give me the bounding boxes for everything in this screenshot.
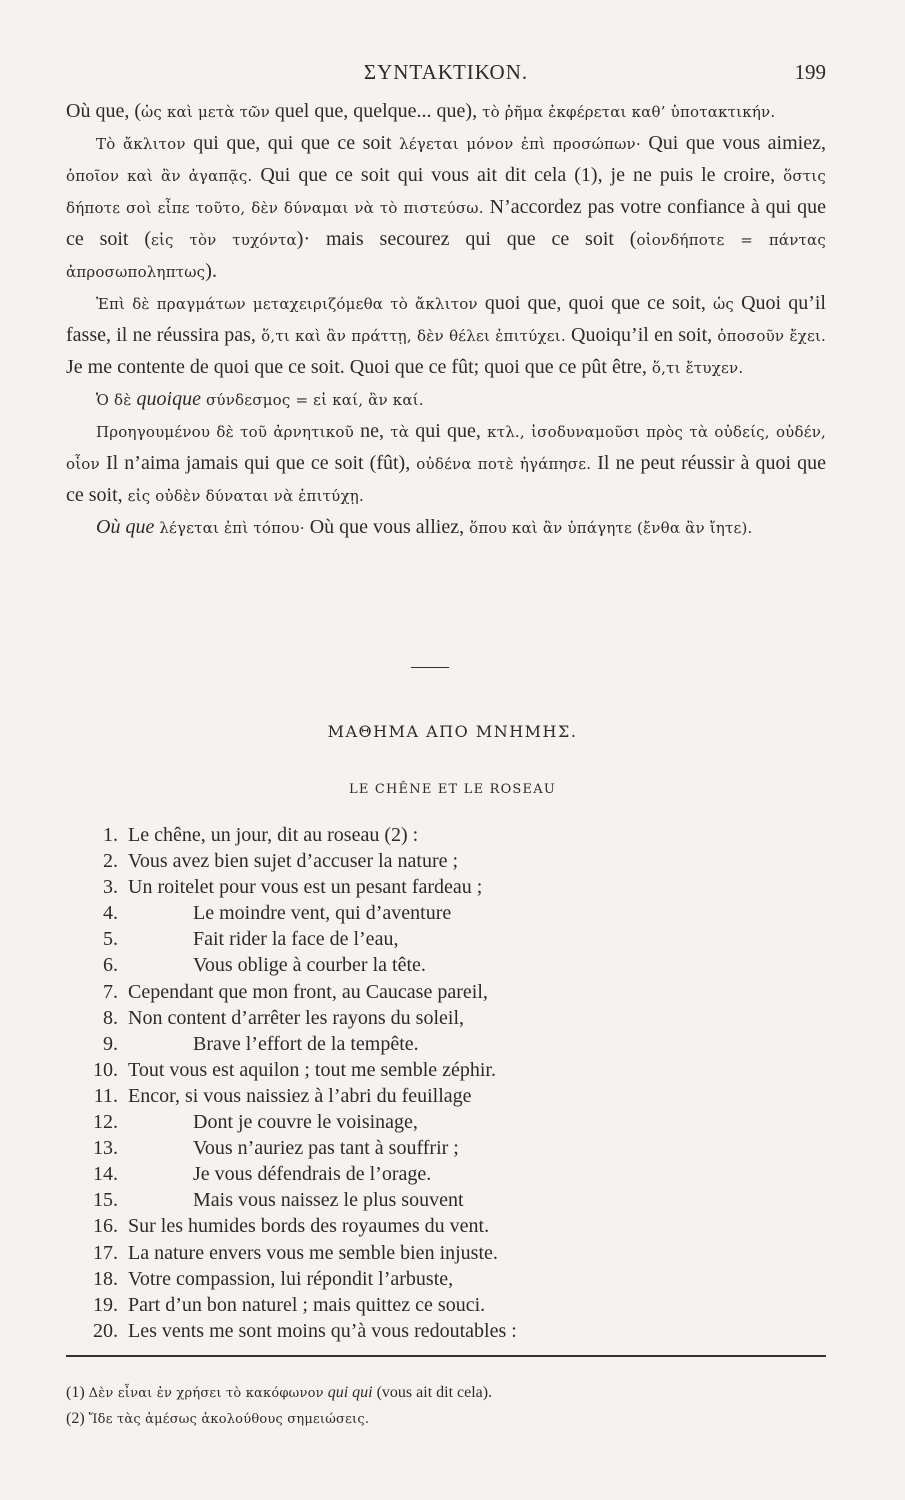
greek-text: οὐδένα ποτὲ ἠγάπησε. — [416, 455, 592, 473]
paragraph — [66, 128, 826, 288]
verse-text: Votre compassion, lui répondit l’arbuste, — [128, 1267, 454, 1290]
footnotes — [66, 1380, 826, 1432]
poem-line — [70, 1005, 830, 1031]
verse-text: Vous avez bien sujet d’accuser la nature ; — [128, 850, 459, 873]
line-number: 4. — [103, 902, 118, 925]
line-number: 5. — [103, 928, 118, 951]
line-number: 20. — [93, 1319, 118, 1342]
verse-text: Vous oblige à courber la tête. — [193, 954, 426, 977]
paragraph — [66, 416, 826, 512]
greek-text: ὡς — [712, 295, 735, 313]
poem-line — [70, 848, 830, 874]
poem-line — [70, 1161, 830, 1187]
french-text: quoique — [131, 388, 206, 410]
line-number: 2. — [103, 850, 118, 873]
poem — [70, 822, 830, 1344]
greek-text: λέγεται ἐπὶ τόπου· — [159, 519, 305, 537]
greek-text: σύνδεσμος = εἰ καί, ἂν καί. — [205, 391, 424, 409]
greek-text: οἱονδήποτε = πάντας ἀπροσωποληπτως — [66, 231, 826, 281]
verse-text: Part d’un bon naturel ; mais quittez ce souci. — [128, 1293, 486, 1316]
poem-title: LE CHÊNE ET LE ROSEAU — [349, 782, 556, 797]
greek-text: ὁποσοῦν ἔχει. — [717, 327, 827, 345]
greek-text: τὸ ῥῆμα ἐκφέρεται καθ’ ὑποτακτικήν. — [482, 103, 776, 121]
line-number: 12. — [93, 1111, 118, 1134]
running-title: ΣΥΝΤΑΚΤΙΚΟΝ. — [363, 60, 529, 84]
french-text: ne, — [353, 420, 391, 442]
grammar-text — [66, 96, 826, 544]
line-number: 1. — [103, 824, 118, 846]
poem-line — [70, 1057, 830, 1083]
french-text: )· mais secourez qui que ce soit ( — [296, 228, 637, 250]
french-text: Où que vous alliez, — [304, 516, 470, 538]
poem-line — [70, 874, 830, 900]
footnote — [66, 1380, 826, 1406]
french-text: Je me contente de quoi que ce soit. Quoi que ce fût; quoi que ce pût être, — [66, 356, 652, 378]
footnote-g: Ἴδε τὰς ἀμέσως ἀκολούθους σημειώσεις. — [88, 1412, 370, 1427]
poem-line — [70, 1109, 830, 1135]
greek-text: Ἐπὶ δὲ πραγμάτων μεταχειριζόμεθα τὸ ἄκλιτον — [96, 295, 478, 313]
footnote-rule — [66, 1355, 826, 1357]
section-divider — [411, 667, 449, 668]
poem-line — [70, 979, 830, 1005]
poem-line — [70, 1213, 830, 1239]
verse-text: Brave l’effort de la tempête. — [193, 1032, 419, 1055]
verse-text: Cependant que mon front, au Caucase pareil, — [128, 980, 488, 1003]
french-text: ). — [205, 260, 217, 282]
line-number: 18. — [93, 1267, 118, 1290]
verse-text: Sur les humides bords des royaumes du vent. — [128, 1215, 490, 1238]
poem-line — [70, 1266, 830, 1292]
poem-line — [70, 1240, 830, 1266]
footnote-i: qui qui — [323, 1384, 373, 1401]
poem-line — [70, 822, 830, 848]
french-text: Où que, ( — [66, 100, 141, 122]
french-text: Quoiqu’il en soit, — [565, 324, 718, 346]
verse-text: La nature envers vous me semble bien injuste. — [128, 1241, 498, 1264]
greek-text: Ὁ δὲ — [96, 391, 132, 409]
verse-text: Les vents me sont moins qu’à vous redoutables : — [128, 1319, 517, 1342]
line-number: 19. — [93, 1293, 118, 1316]
poem-line — [70, 1292, 830, 1318]
greek-text: Προηγουμένου δὲ τοῦ ἀρνητικοῦ — [96, 423, 354, 441]
paragraph — [66, 384, 826, 416]
line-number: 6. — [103, 954, 118, 977]
verse-text: Encor, si vous naissiez à l’abri du feuillage — [128, 1084, 472, 1107]
french-text: Qui que vous aimiez, — [640, 132, 826, 154]
greek-text: ὅ,τι ἔτυχεν. — [651, 359, 744, 377]
verse-text: Je vous défendrais de l’orage. — [193, 1163, 432, 1186]
french-text: Qui que ce soit qui vous ait dit cela (1), je ne puis le croire, — [252, 164, 784, 186]
poem-line — [70, 926, 830, 952]
french-text: qui que, qui que ce soit — [185, 132, 400, 154]
french-text: Il n’aima jamais qui que ce soit (fût), — [99, 452, 417, 474]
line-number: 11. — [93, 1084, 118, 1107]
french-text: N’accordez pas votre confiance à qui que ce soit ( — [66, 196, 827, 250]
line-number: 16. — [93, 1215, 118, 1238]
line-number: 15. — [93, 1189, 118, 1212]
greek-text: λέγεται μόνον ἐπὶ προσώπων· — [399, 135, 641, 153]
french-text: quel que, quelque... que), — [269, 100, 483, 122]
page-number: 199 — [794, 60, 826, 84]
greek-text: ὅπου καὶ ἂν ὑπάγητε (ἔνθα ἂν ἴητε). — [469, 519, 753, 537]
poem-line — [70, 1318, 830, 1344]
line-number: 8. — [103, 1006, 118, 1029]
verse-text: Tout vous est aquilon ; tout me semble zéphir. — [128, 1058, 496, 1081]
verse-text: Non content d’arrêter les rayons du soleil, — [128, 1006, 465, 1029]
line-number: 17. — [93, 1241, 118, 1264]
paragraph — [66, 288, 826, 384]
greek-text: ὡς καὶ μετὰ τῶν — [140, 103, 270, 121]
greek-text: ὁποῖον καὶ ἂν ἀγαπᾷς. — [66, 167, 253, 185]
verse-text: Le moindre vent, qui d’aventure — [193, 902, 452, 925]
footnote-n: (1) — [66, 1384, 89, 1401]
footnote-n: (2) — [66, 1410, 89, 1427]
greek-text: εἰς τὸν τυχόντα — [150, 231, 297, 249]
greek-text: Τὸ ἄκλιτον — [96, 135, 186, 153]
lesson-title: ΜΑΘΗΜΑ ΑΠΟ ΜΝΗΜΗΣ. — [327, 722, 578, 741]
verse-text: Un roitelet pour vous est un pesant fardeau ; — [128, 876, 483, 899]
french-text: qui que, — [409, 420, 488, 442]
greek-text: τὰ — [390, 423, 410, 441]
line-number: 9. — [103, 1032, 118, 1055]
verse-text: Dont je couvre le voisinage, — [193, 1111, 418, 1134]
greek-text: ὅ,τι καὶ ἂν πράττῃ, δὲν θέλει ἐπιτύχει. — [261, 327, 566, 345]
paragraph — [66, 512, 826, 544]
line-number: 13. — [93, 1137, 118, 1160]
french-text: quoi que, quoi que ce soit, — [477, 292, 713, 314]
footnote-g: Δὲν εἶναι ἐν χρήσει τὸ κακόφωνον — [88, 1386, 324, 1401]
poem-line — [70, 1187, 830, 1213]
verse-text: Fait rider la face de l’eau, — [193, 928, 399, 951]
greek-text: ὅστις δήποτε σοὶ εἶπε τοῦτο, δὲν δύναμαι νὰ τὸ πιστεύσω. — [66, 167, 826, 217]
greek-text: κτλ., ἰσοδυναμοῦσι πρὸς τὰ οὐδείς, οὐδέν, οἷον — [66, 423, 826, 473]
poem-line — [70, 1031, 830, 1057]
footnote-rest: (vous ait dit cela). — [372, 1384, 493, 1401]
verse-text: Vous n’auriez pas tant à souffrir ; — [193, 1137, 459, 1160]
poem-line — [70, 1083, 830, 1109]
page-header — [66, 60, 826, 90]
footnote — [66, 1406, 826, 1432]
greek-text: εἰς οὐδὲν δύναται νὰ ἐπιτύχῃ. — [127, 487, 364, 505]
verse-text: Le chêne, un jour, dit au roseau (2) : — [128, 824, 419, 846]
poem-line — [70, 1135, 830, 1161]
line-number: 7. — [103, 980, 118, 1003]
french-text: Il ne peut réussir à quoi que ce soit, — [66, 452, 826, 506]
french-text: Où que — [96, 516, 160, 538]
line-number: 10. — [93, 1058, 118, 1081]
paragraph — [66, 96, 826, 128]
verse-text: Mais vous naissez le plus souvent — [193, 1189, 464, 1212]
french-text: Quoi qu’il fasse, il ne réussira pas, — [66, 292, 826, 346]
line-number: 14. — [93, 1163, 118, 1186]
poem-line — [70, 952, 830, 978]
poem-line — [70, 900, 830, 926]
line-number: 3. — [103, 876, 118, 899]
